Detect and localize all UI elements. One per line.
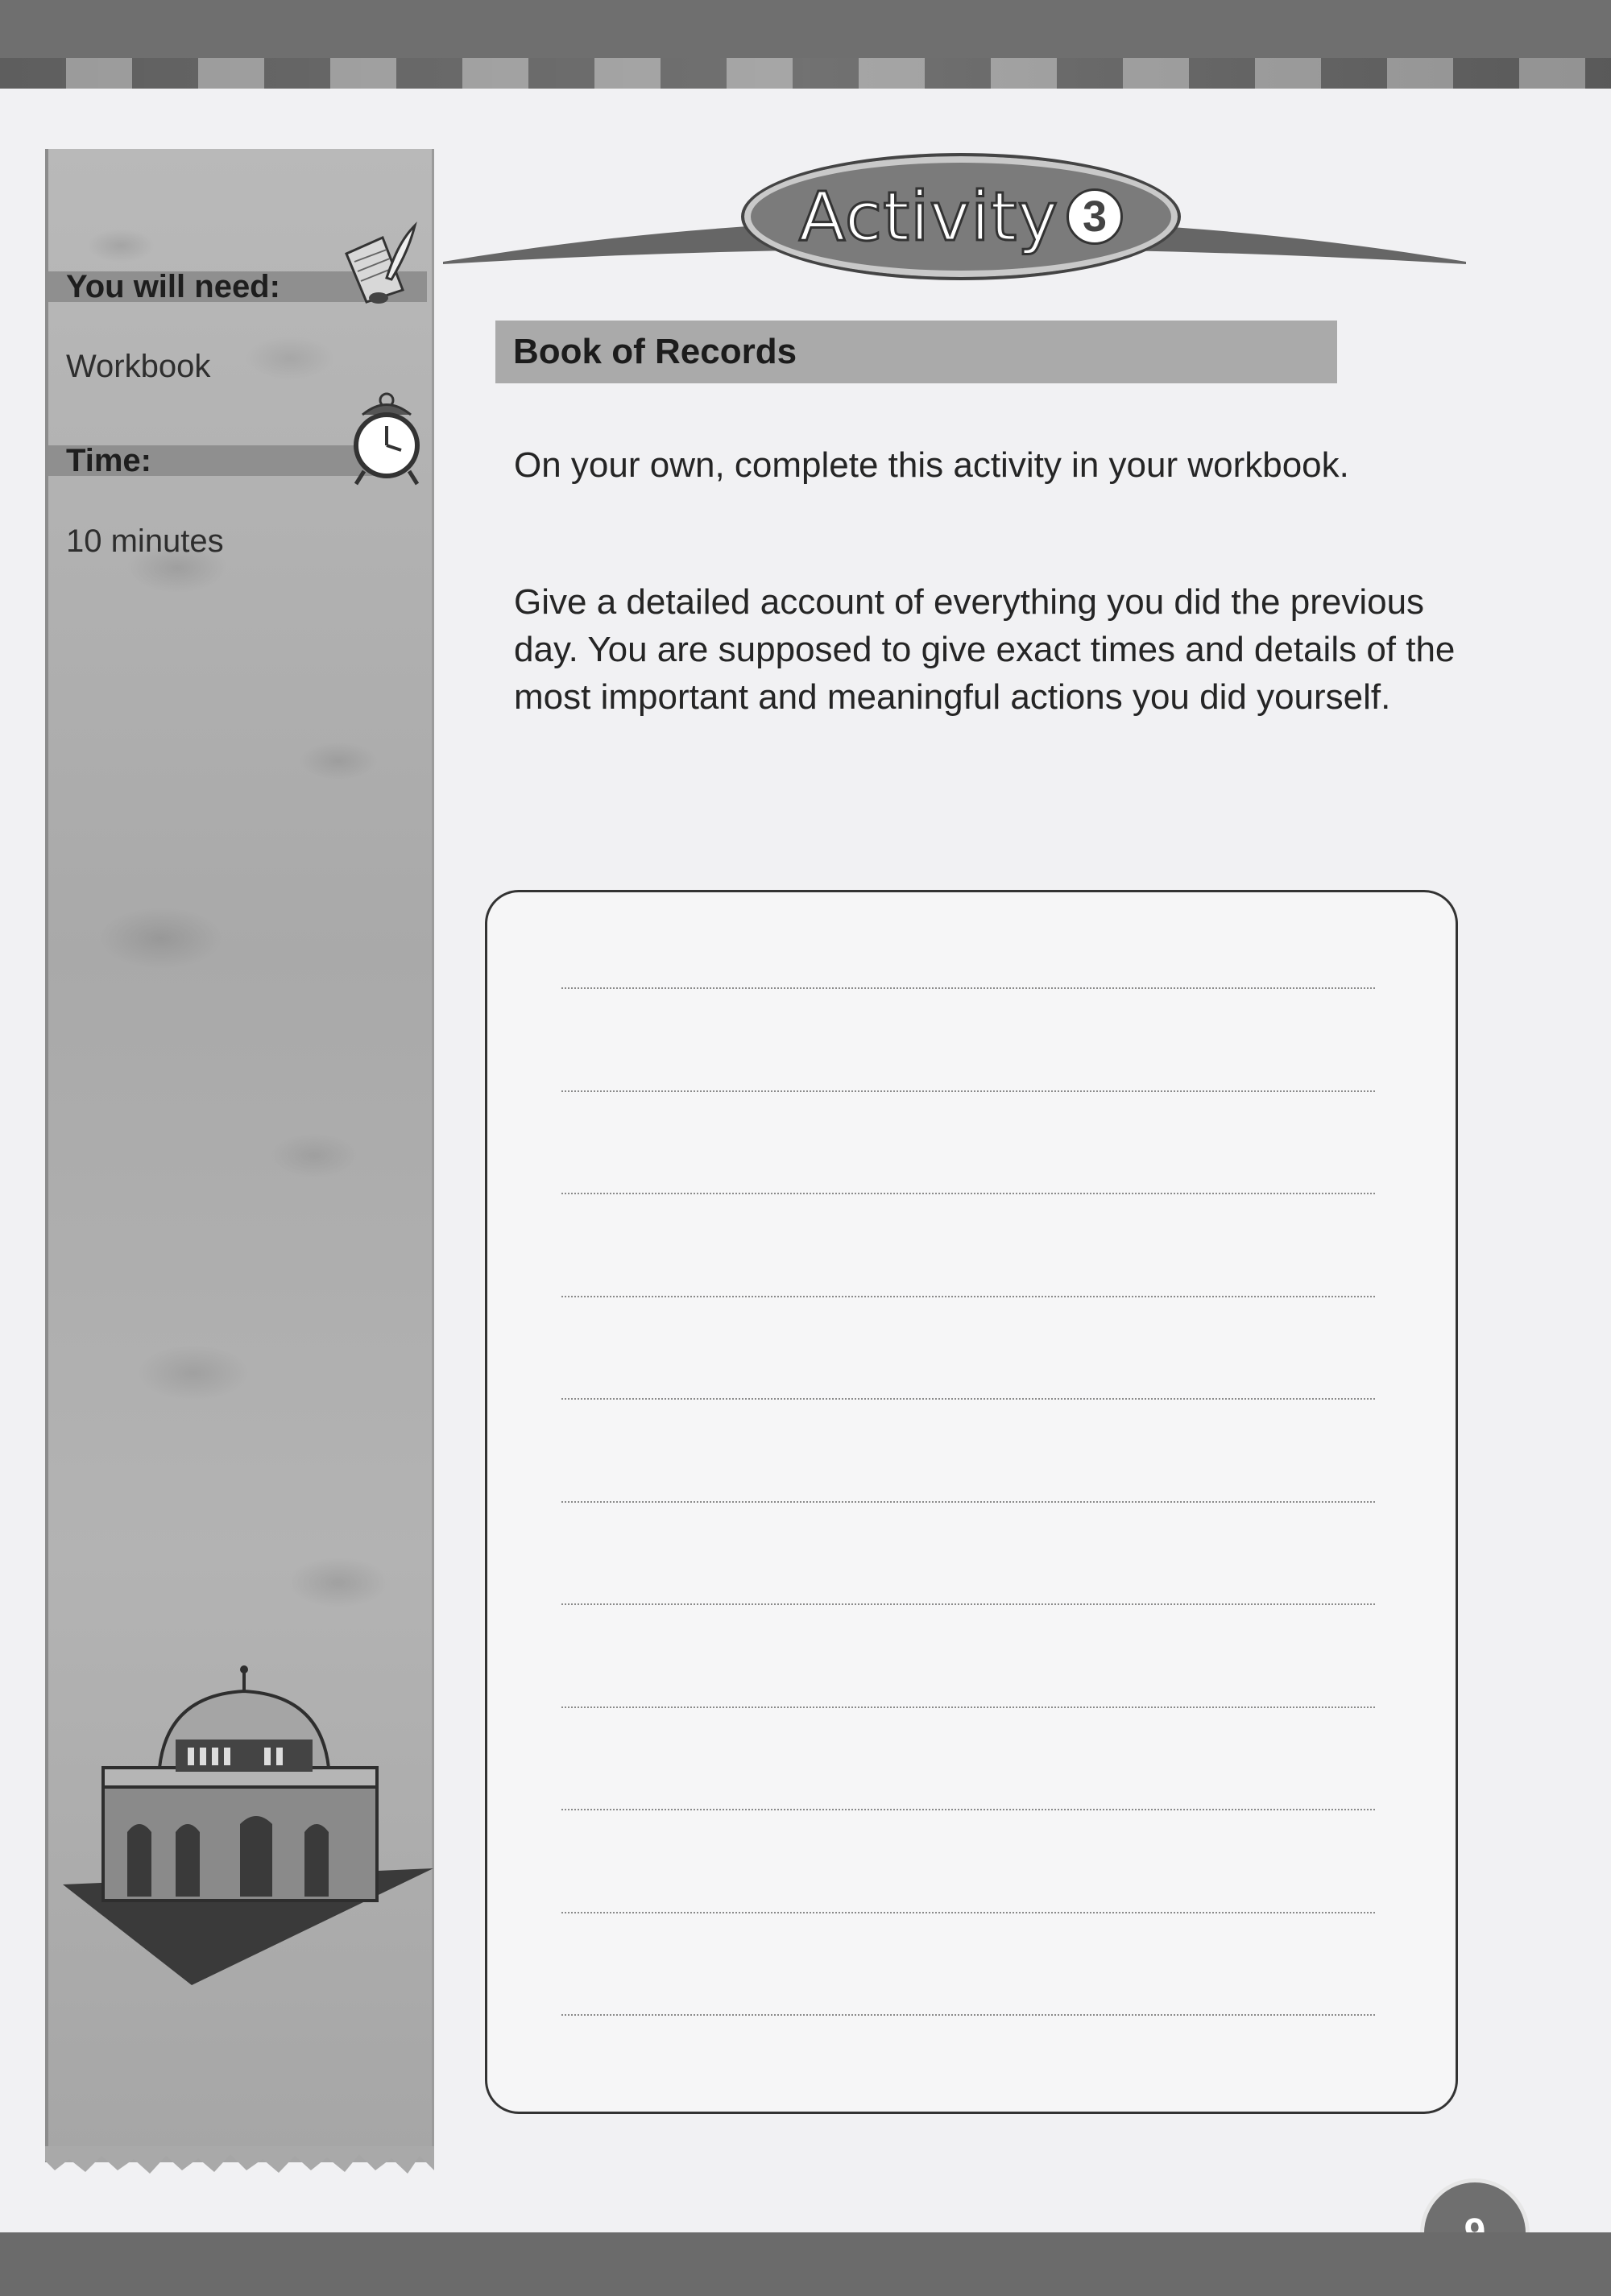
writing-line[interactable] [561, 1501, 1375, 1503]
mosque-illustration [55, 1663, 433, 2001]
writing-line[interactable] [561, 987, 1375, 989]
bottom-banner [0, 2232, 1611, 2296]
writing-box[interactable] [485, 890, 1458, 2114]
activity-number: 3 [1066, 188, 1123, 245]
section-title: Book of Records [495, 321, 1337, 383]
time-label: Time: [48, 445, 387, 476]
activity-badge [741, 153, 1181, 280]
writing-line[interactable] [561, 1296, 1375, 1297]
instruction-paragraph: On your own, complete this activity in your workbook. [514, 445, 1349, 485]
writing-line[interactable] [561, 1706, 1375, 1708]
sidebar [45, 149, 434, 2162]
quill-icon [338, 221, 419, 310]
writing-line[interactable] [561, 1603, 1375, 1605]
alarm-clock-icon [338, 391, 435, 487]
writing-line[interactable] [561, 1090, 1375, 1092]
writing-line[interactable] [561, 1398, 1375, 1400]
writing-line[interactable] [561, 1193, 1375, 1194]
torn-edge [45, 2146, 434, 2178]
you-will-need-label: You will need: [48, 271, 427, 302]
writing-line[interactable] [561, 1809, 1375, 1810]
need-value: Workbook [66, 349, 211, 384]
time-value: 10 minutes [66, 523, 224, 559]
top-banner [0, 0, 1611, 89]
writing-line[interactable] [561, 1912, 1375, 1913]
task-paragraph: Give a detailed account of everything you did the previous day. You are supposed to give exact times and details of the most important and meaningful actions you did yourself. [514, 582, 1456, 717]
activity-title: Activity [798, 177, 1059, 256]
writing-line[interactable] [561, 2014, 1375, 2016]
